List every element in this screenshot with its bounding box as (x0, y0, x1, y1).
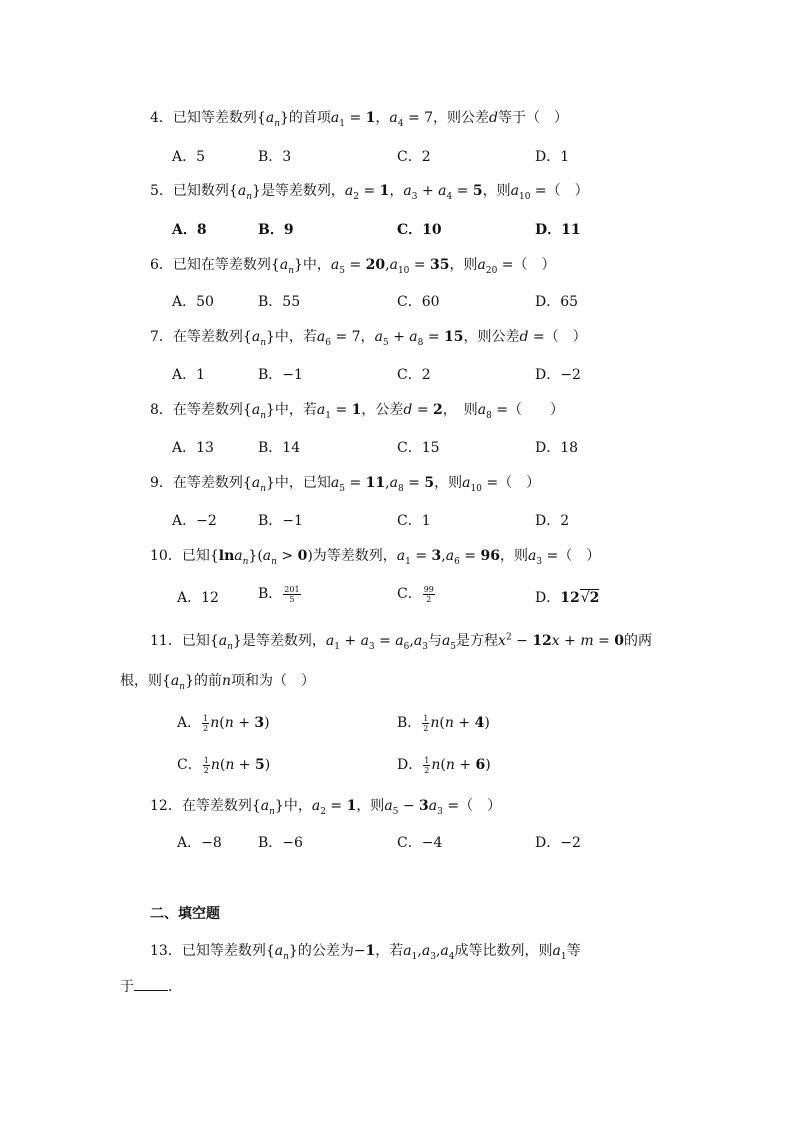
option-c[interactable]: C．−4 (397, 835, 443, 851)
question-number: 8． (150, 402, 173, 418)
option-b[interactable]: B．−6 (258, 835, 303, 851)
section-title: 二、填空题 (150, 906, 220, 922)
option-d[interactable]: D．65 (535, 294, 579, 310)
option-b[interactable]: B．−1 (258, 367, 303, 383)
option-a[interactable]: A．1 (172, 367, 206, 383)
option-b[interactable]: B．−1 (258, 513, 303, 529)
option-a[interactable]: A．5 (172, 149, 206, 165)
option-a[interactable]: A．12 (177, 590, 219, 606)
option-d[interactable]: D．−2 (535, 835, 581, 851)
question-12: 12．在等差数列$\{a_n\}$中，$a_2 = 1$，则$a_5 - 3a_3$ =（ ） (150, 798, 502, 817)
option-b[interactable]: B． $\frac{1}{2}$ n(n + 4) (397, 713, 490, 733)
question-5: 5．已知数列$\{a_n\}$是等差数列，$a_2 = 1$，$a_3 + a_4 = 5$，则$a_{10}$ =（ ） (150, 183, 589, 202)
option-c[interactable]: C． $\frac{99}{2}$ (397, 584, 434, 604)
option-b[interactable]: B．14 (258, 440, 301, 456)
question-7: 7．在等差数列$\{a_n\}$中，若$a_6 = 7$，$a_5 + a_8 = 15$，则公差d =（ ） (150, 329, 587, 348)
question-8: 8．在等差数列$\{a_n\}$中，若$a_1 = 1$，公差d = 2， 则$a_8$ =（ ） (150, 402, 565, 421)
question-number: 10． (150, 548, 182, 564)
option-d[interactable]: D． $\frac{1}{2}$ n(n + 6) (397, 755, 491, 775)
option-d[interactable]: D．11 (535, 222, 581, 238)
question-13: 13．已知等差数列$\{a_n\}$的公差为−1，若$a_1,a_3,a_4$成等比数列，则$a_1$等 (150, 943, 581, 962)
question-11: 11．已知$\{a_n\}$是等差数列，$a_1 + a_3 = a_6,a_3$与$a_5$是方程$x^2 - 12x + m = 0$的两 (150, 632, 653, 652)
option-d[interactable]: D．18 (535, 440, 579, 456)
option-d[interactable]: D．1 (535, 149, 570, 165)
option-b[interactable]: B．3 (258, 149, 292, 165)
option-c[interactable]: C．60 (397, 294, 440, 310)
question-6: 6．已知在等差数列$\{a_n\}$中，$a_5 = 20,a_{10} = 35$，则$a_{20}$ =（ ） (150, 257, 556, 276)
question-number: 5． (150, 183, 173, 199)
option-d[interactable]: D．−2 (535, 367, 581, 383)
question-number: 9． (150, 475, 173, 491)
option-a[interactable]: A．−8 (177, 835, 222, 851)
question-13-continued: 于 ． (120, 979, 182, 995)
question-number: 4． (150, 110, 173, 126)
option-a[interactable]: A． $\frac{1}{2}$ n(n + 3) (177, 713, 270, 733)
option-c[interactable]: C．1 (397, 513, 431, 529)
option-c[interactable]: C．10 (397, 222, 442, 238)
question-number: 13． (150, 943, 182, 959)
option-a[interactable]: A．−2 (172, 513, 217, 529)
option-d[interactable]: D．12√2 (535, 590, 600, 606)
option-a[interactable]: A．50 (172, 294, 214, 310)
option-a[interactable]: A．13 (172, 440, 214, 456)
answer-blank[interactable] (134, 978, 168, 991)
option-c[interactable]: C．15 (397, 440, 440, 456)
option-c[interactable]: C．2 (397, 367, 431, 383)
question-9: 9．在等差数列$\{a_n\}$中，已知$a_5 = 11,a_8 = 5$，则$a_{10}$ =（ ） (150, 475, 541, 494)
option-b[interactable]: B．9 (258, 222, 294, 238)
option-d[interactable]: D．2 (535, 513, 570, 529)
option-c[interactable]: C．2 (397, 149, 431, 165)
question-number: 6． (150, 257, 173, 273)
question-number: 11． (150, 633, 182, 649)
option-c[interactable]: C． $\frac{1}{2}$ n(n + 5) (177, 755, 271, 775)
option-a[interactable]: A．8 (172, 222, 207, 238)
question-number: 7． (150, 329, 173, 345)
question-10: 10．已知$\{\ln a_n\}(a_n > 0)$为等差数列，$a_1 = 3,a_6 = 96$，则$a_3$ =（ ） (150, 548, 601, 567)
question-number: 12． (150, 798, 182, 814)
question-4: 4．已知等差数列$\{a_n\}$的首项$a_1 = 1$，$a_4 = 7$，则公差d等于（ ） (150, 110, 569, 129)
option-b[interactable]: B．55 (258, 294, 301, 310)
option-b[interactable]: B． $\frac{201}{5}$ (258, 584, 300, 604)
question-11-continued: 根，则$\{a_n\}$的前n项和为（ ） (120, 673, 316, 692)
